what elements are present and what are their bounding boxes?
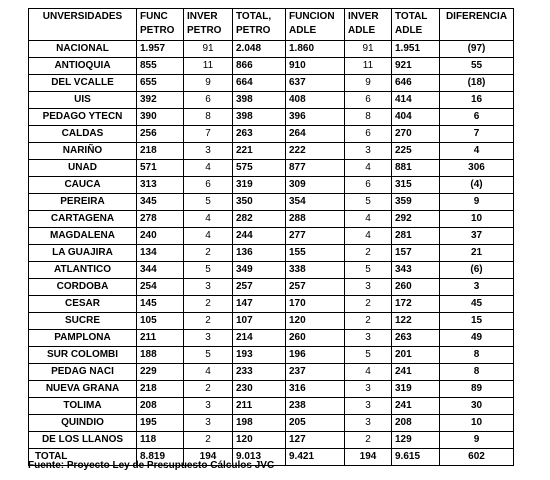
header-func-adle-line2: ADLE [289,25,317,36]
cell-diferencia: (18) [440,75,514,92]
header-universidades [29,9,137,41]
cell-univ: DE LOS LLANOS [29,432,137,449]
cell-diferencia: (4) [440,177,514,194]
cell-univ: DEL VCALLE [29,75,137,92]
cell-total-adle: 122 [392,313,440,330]
cell-total-petro: 349 [233,262,286,279]
cell-univ: UNAD [29,160,137,177]
cell-inver-adle: 3 [345,143,392,160]
cell-func-adle: 238 [286,398,345,415]
header-inver-adle [345,9,392,41]
cell-func-adle: 1.860 [286,41,345,58]
cell-total-petro: 398 [233,109,286,126]
cell-diferencia: 49 [440,330,514,347]
cell-univ: LA GUAJIRA [29,245,137,262]
cell-inver-petro: 3 [184,415,233,432]
cell-total-adle: 359 [392,194,440,211]
cell-diferencia: 15 [440,313,514,330]
cell-total-adle: 404 [392,109,440,126]
cell-func-petro: 218 [137,143,184,160]
header-inver-petro-line1: INVER [187,11,218,22]
cell-univ: CALDAS [29,126,137,143]
cell-univ: CESAR [29,296,137,313]
cell-func-adle: 309 [286,177,345,194]
cell-univ: NACIONAL [29,41,137,58]
cell-func-adle: 264 [286,126,345,143]
cell-inver-petro: 3 [184,279,233,296]
cell-diferencia: 10 [440,415,514,432]
cell-inver-petro: 2 [184,381,233,398]
cell-func-adle: 196 [286,347,345,364]
cell-inver-adle: 194 [345,449,392,466]
cell-inver-petro: 6 [184,177,233,194]
cell-diferencia: 7 [440,126,514,143]
cell-inver-petro: 5 [184,194,233,211]
cell-total-petro: 120 [233,432,286,449]
cell-inver-adle: 3 [345,330,392,347]
table-row [29,262,514,279]
cell-inver-petro: 4 [184,211,233,228]
header-inver-petro [184,9,233,41]
table-row [29,126,514,143]
cell-inver-petro: 4 [184,228,233,245]
table-header [29,9,514,41]
cell-func-adle: 127 [286,432,345,449]
cell-inver-adle: 3 [345,381,392,398]
cell-inver-adle: 5 [345,347,392,364]
cell-func-petro: 145 [137,296,184,313]
table-row [29,109,514,126]
cell-inver-adle: 4 [345,228,392,245]
table-row [29,245,514,262]
cell-univ: PEDAG NACI [29,364,137,381]
cell-univ: QUINDIO [29,415,137,432]
cell-total-adle: 921 [392,58,440,75]
cell-total-petro: 664 [233,75,286,92]
cell-diferencia: (6) [440,262,514,279]
cell-total-petro: 136 [233,245,286,262]
cell-inver-petro: 3 [184,143,233,160]
cell-diferencia: 89 [440,381,514,398]
cell-inver-adle: 3 [345,415,392,432]
header-diferencia-label: DIFERENCIA [445,11,508,22]
cell-func-petro: 218 [137,381,184,398]
cell-inver-petro: 5 [184,262,233,279]
table-row [29,160,514,177]
header-func-petro-line2: PETRO [140,25,175,36]
cell-inver-adle: 2 [345,245,392,262]
header-total-petro [233,9,286,41]
cell-func-adle: 257 [286,279,345,296]
cell-inver-petro: 7 [184,126,233,143]
cell-inver-petro: 3 [184,330,233,347]
cell-total-adle: 319 [392,381,440,398]
table-row [29,347,514,364]
cell-total-petro: 263 [233,126,286,143]
cell-inver-petro: 2 [184,296,233,313]
cell-func-petro: 655 [137,75,184,92]
cell-func-adle: 260 [286,330,345,347]
cell-func-petro: 254 [137,279,184,296]
cell-func-petro: 571 [137,160,184,177]
cell-diferencia: 9 [440,432,514,449]
cell-univ: ATLANTICO [29,262,137,279]
table-row [29,279,514,296]
cell-func-adle: 408 [286,92,345,109]
cell-total-adle: 201 [392,347,440,364]
cell-total-adle: 225 [392,143,440,160]
cell-inver-petro: 2 [184,313,233,330]
cell-total-petro: 233 [233,364,286,381]
cell-univ: TOTAL [29,449,137,466]
cell-inver-adle: 6 [345,92,392,109]
cell-total-adle: 646 [392,75,440,92]
cell-func-adle: 877 [286,160,345,177]
cell-func-adle: 316 [286,381,345,398]
cell-diferencia: 45 [440,296,514,313]
cell-total-petro: 319 [233,177,286,194]
cell-diferencia: 602 [440,449,514,466]
header-universidades-label: UNVERSIDADES [42,11,123,22]
header-inver-petro-line2: PETRO [187,25,222,36]
table-row [29,211,514,228]
cell-total-petro: 257 [233,279,286,296]
cell-total-adle: 343 [392,262,440,279]
cell-total-petro: 214 [233,330,286,347]
cell-inver-petro: 3 [184,398,233,415]
cell-func-petro: 313 [137,177,184,194]
table-row [29,58,514,75]
table-row [29,92,514,109]
cell-diferencia: 16 [440,92,514,109]
cell-total-petro: 398 [233,92,286,109]
cell-total-adle: 263 [392,330,440,347]
cell-inver-adle: 4 [345,160,392,177]
cell-inver-petro: 9 [184,75,233,92]
cell-total-adle: 292 [392,211,440,228]
cell-func-adle: 354 [286,194,345,211]
cell-diferencia: (97) [440,41,514,58]
cell-total-petro: 198 [233,415,286,432]
cell-func-petro: 134 [137,245,184,262]
header-total-adle-line1: TOTAL [395,11,428,22]
cell-univ: PEDAGO YTECN [29,109,137,126]
table-row [29,228,514,245]
cell-inver-adle: 5 [345,262,392,279]
cell-func-petro: 256 [137,126,184,143]
cell-inver-petro: 194 [184,449,233,466]
cell-diferencia: 10 [440,211,514,228]
cell-univ: CORDOBA [29,279,137,296]
cell-func-adle: 205 [286,415,345,432]
cell-univ: NUEVA GRANA [29,381,137,398]
cell-total-adle: 9.615 [392,449,440,466]
cell-total-petro: 221 [233,143,286,160]
cell-diferencia: 37 [440,228,514,245]
cell-inver-petro: 2 [184,245,233,262]
cell-total-petro: 866 [233,58,286,75]
cell-univ: TOLIMA [29,398,137,415]
cell-total-petro: 350 [233,194,286,211]
header-total-adle-line2: ADLE [395,25,423,36]
cell-func-petro: 105 [137,313,184,330]
cell-diferencia: 4 [440,143,514,160]
cell-inver-adle: 6 [345,126,392,143]
cell-inver-adle: 3 [345,279,392,296]
header-diferencia [440,9,514,41]
header-func-petro [137,9,184,41]
cell-inver-petro: 4 [184,364,233,381]
cell-univ: ANTIOQUIA [29,58,137,75]
header-total-petro-line2: PETRO [236,25,271,36]
table-row [29,432,514,449]
cell-func-petro: 208 [137,398,184,415]
cell-inver-adle: 4 [345,364,392,381]
table-row [29,194,514,211]
cell-univ: NARIÑO [29,143,137,160]
cell-func-adle: 155 [286,245,345,262]
cell-total-adle: 414 [392,92,440,109]
cell-total-petro: 2.048 [233,41,286,58]
cell-inver-adle: 3 [345,398,392,415]
budget-table [28,8,514,466]
cell-diferencia: 9 [440,194,514,211]
cell-univ: MAGDALENA [29,228,137,245]
cell-diferencia: 6 [440,109,514,126]
cell-total-petro: 9.013 [233,449,286,466]
cell-func-petro: 855 [137,58,184,75]
cell-func-petro: 240 [137,228,184,245]
cell-total-adle: 270 [392,126,440,143]
table-row [29,75,514,92]
cell-inver-adle: 9 [345,75,392,92]
cell-inver-adle: 5 [345,194,392,211]
cell-func-petro: 229 [137,364,184,381]
cell-inver-petro: 11 [184,58,233,75]
cell-univ: CARTAGENA [29,211,137,228]
cell-diferencia: 8 [440,347,514,364]
cell-inver-adle: 11 [345,58,392,75]
table-row [29,381,514,398]
cell-total-adle: 281 [392,228,440,245]
cell-func-adle: 170 [286,296,345,313]
header-total-adle [392,9,440,41]
cell-func-adle: 9.421 [286,449,345,466]
cell-inver-petro: 2 [184,432,233,449]
cell-total-petro: 282 [233,211,286,228]
table-row [29,177,514,194]
cell-univ: SUR COLOMBI [29,347,137,364]
cell-total-adle: 260 [392,279,440,296]
cell-total-adle: 1.951 [392,41,440,58]
cell-func-petro: 211 [137,330,184,347]
cell-total-petro: 193 [233,347,286,364]
cell-inver-petro: 8 [184,109,233,126]
cell-func-petro: 8.819 [137,449,184,466]
cell-diferencia: 55 [440,58,514,75]
table-row [29,364,514,381]
cell-univ: CAUCA [29,177,137,194]
cell-total-petro: 107 [233,313,286,330]
cell-total-adle: 157 [392,245,440,262]
header-func-adle-line1: FUNCION [289,11,335,22]
header-func-adle [286,9,345,41]
cell-inver-petro: 5 [184,347,233,364]
table-row [29,143,514,160]
cell-inver-adle: 2 [345,313,392,330]
cell-func-petro: 188 [137,347,184,364]
cell-inver-petro: 6 [184,92,233,109]
cell-inver-adle: 8 [345,109,392,126]
cell-inver-adle: 2 [345,296,392,313]
cell-total-adle: 881 [392,160,440,177]
cell-func-adle: 288 [286,211,345,228]
cell-univ: UIS [29,92,137,109]
table-row [29,41,514,58]
cell-inver-adle: 6 [345,177,392,194]
cell-func-petro: 390 [137,109,184,126]
header-row [29,9,514,41]
table-body [29,41,514,466]
cell-diferencia: 21 [440,245,514,262]
cell-func-adle: 237 [286,364,345,381]
cell-diferencia: 306 [440,160,514,177]
cell-total-adle: 208 [392,415,440,432]
table-row [29,313,514,330]
cell-inver-adle: 91 [345,41,392,58]
cell-inver-petro: 4 [184,160,233,177]
cell-univ: SUCRE [29,313,137,330]
table-row [29,398,514,415]
cell-total-adle: 129 [392,432,440,449]
cell-univ: PAMPLONA [29,330,137,347]
cell-func-petro: 345 [137,194,184,211]
cell-diferencia: 3 [440,279,514,296]
header-total-petro-line1: TOTAL, [236,11,272,22]
cell-func-adle: 277 [286,228,345,245]
cell-diferencia: 8 [440,364,514,381]
table-row [29,296,514,313]
cell-total-petro: 147 [233,296,286,313]
header-inver-adle-line2: ADLE [348,25,376,36]
cell-total-petro: 211 [233,398,286,415]
cell-total-petro: 575 [233,160,286,177]
cell-total-petro: 244 [233,228,286,245]
cell-total-adle: 241 [392,364,440,381]
cell-func-petro: 1.957 [137,41,184,58]
cell-inver-adle: 2 [345,432,392,449]
cell-func-petro: 344 [137,262,184,279]
cell-univ: PEREIRA [29,194,137,211]
table-row [29,415,514,432]
cell-func-adle: 222 [286,143,345,160]
cell-inver-adle: 4 [345,211,392,228]
header-inver-adle-line1: INVER [348,11,379,22]
cell-func-adle: 396 [286,109,345,126]
cell-func-adle: 637 [286,75,345,92]
cell-func-petro: 392 [137,92,184,109]
cell-total-adle: 315 [392,177,440,194]
table-row [29,330,514,347]
cell-func-petro: 118 [137,432,184,449]
cell-func-petro: 195 [137,415,184,432]
cell-total-adle: 172 [392,296,440,313]
header-func-petro-line1: FUNC [140,11,168,22]
cell-func-petro: 278 [137,211,184,228]
cell-inver-petro: 91 [184,41,233,58]
cell-diferencia: 30 [440,398,514,415]
cell-func-adle: 910 [286,58,345,75]
cell-total-petro: 230 [233,381,286,398]
source-note: Fuente: Proyecto Ley de Presupuesto Cálculos JVC [28,460,275,471]
cell-total-adle: 241 [392,398,440,415]
cell-func-adle: 338 [286,262,345,279]
cell-func-adle: 120 [286,313,345,330]
